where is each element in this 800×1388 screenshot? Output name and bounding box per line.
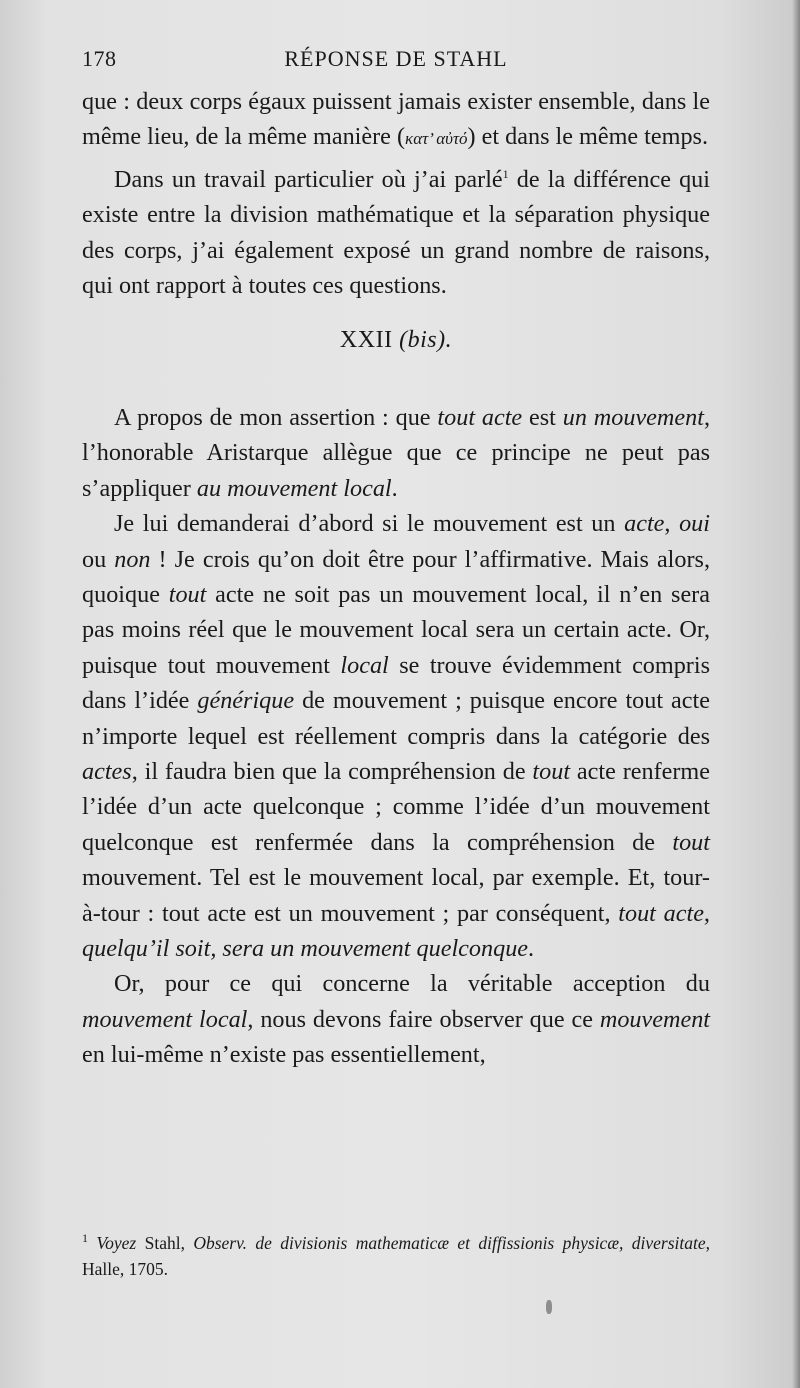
text-span: , Halle, 1705. bbox=[82, 1232, 710, 1279]
section-heading bbox=[82, 323, 710, 358]
italic-span: tout bbox=[168, 580, 207, 608]
page-header bbox=[82, 46, 710, 76]
body-text bbox=[82, 84, 710, 1073]
paragraph bbox=[82, 157, 710, 304]
ink-speck bbox=[546, 1300, 552, 1314]
text-span: , il faudra bien que la compréhension de bbox=[131, 757, 533, 785]
italic-span: Observ. de divisionis mathematicæ et diffissionis physicæ, diversitate bbox=[193, 1232, 706, 1253]
italic-span: un mouvement bbox=[562, 403, 704, 431]
text-span: ou bbox=[82, 545, 115, 573]
text-span: Stahl, bbox=[136, 1232, 194, 1253]
italic-span: local bbox=[340, 651, 389, 679]
text-span: Dans un travail particulier où j’ai parlé bbox=[114, 165, 503, 193]
footnote bbox=[82, 1225, 710, 1282]
text-span: Or, pour ce qui concerne la véritable acception du bbox=[114, 970, 710, 998]
text-span: . bbox=[528, 935, 535, 962]
italic-span: tout acte bbox=[437, 403, 523, 431]
italic-span: mouvement bbox=[599, 1005, 711, 1033]
paragraph bbox=[82, 400, 710, 506]
text-span: A propos de mon assertion : que bbox=[114, 403, 438, 431]
paragraph bbox=[82, 966, 710, 1072]
italic-span: générique bbox=[197, 687, 295, 715]
running-title: RÉPONSE DE STAHL bbox=[284, 46, 508, 71]
italic-span: tout bbox=[672, 828, 710, 856]
italic-span: tout acte, quelqu’il soit, sera un mouvement quelconque bbox=[82, 899, 710, 962]
text-span: mouvement. Tel est le mouvement local, par exemple. Et, tour-à-tour : tout acte est un mouvement ; par conséquent, bbox=[82, 864, 710, 927]
greek-phrase: κατ’ αὐτό bbox=[405, 129, 468, 149]
page-number: 178 bbox=[82, 46, 117, 71]
text-span: , bbox=[664, 510, 680, 538]
text-span: acte ne soit pas un mouvement local, il n’en sera pas moins réel que le mouvement local sera un certain acte. Or, puisque tout mouvement bbox=[82, 580, 710, 679]
text-span: de la différence qui existe entre la division mathématique et la séparation physique des corps, j’ai également exposé un grand nombre de raisons, qui ont rapport à toutes ces questions. bbox=[82, 165, 710, 300]
italic-span: acte bbox=[624, 510, 665, 538]
footnote-reference: 1 bbox=[502, 166, 509, 181]
text-span: de mouvement ; puisque encore tout acte n’importe lequel est réellement compris dans la catégorie des bbox=[82, 687, 710, 750]
section-suffix: (bis). bbox=[399, 326, 453, 353]
italic-span: mouvement local bbox=[82, 1005, 248, 1033]
text-span: en lui-même n’existe pas essentiellement, bbox=[82, 1041, 486, 1069]
paragraph-continuation bbox=[82, 84, 710, 157]
text-span: Je lui demanderai d’abord si le mouvement est un bbox=[114, 510, 625, 538]
italic-span: Voyez bbox=[96, 1232, 137, 1253]
text-span: , nous devons faire observer que ce bbox=[247, 1005, 600, 1033]
italic-span: actes bbox=[82, 757, 132, 785]
italic-span: tout bbox=[532, 757, 571, 785]
section-number: XXII bbox=[339, 326, 393, 353]
text-span: , l’honorable Aristarque allègue que ce principe ne peut pas s’appliquer bbox=[82, 403, 710, 502]
text-span: ! Je crois qu’on doit être pour l’affirmative. Mais alors, quoique bbox=[82, 545, 711, 608]
italic-span: non bbox=[114, 545, 151, 573]
text-span: est bbox=[522, 403, 563, 431]
italic-span: au mouvement local bbox=[196, 474, 392, 502]
text-span: acte renferme l’idée d’un acte quelconque ; comme l’idée d’un mouvement quelconque est renfermée dans la compréhension de bbox=[82, 757, 710, 856]
text-span: se trouve évidemment compris dans l’idée bbox=[82, 651, 710, 715]
paragraph bbox=[82, 506, 710, 966]
text-span: . bbox=[391, 474, 398, 502]
footnote-mark: 1 bbox=[82, 1231, 88, 1245]
italic-span: oui bbox=[679, 510, 710, 538]
text-span: ) et dans le même temps. bbox=[467, 123, 709, 151]
text-span: que : deux corps égaux puissent jamais exister ensemble, dans le même lieu, de la même manière ( bbox=[82, 88, 710, 151]
